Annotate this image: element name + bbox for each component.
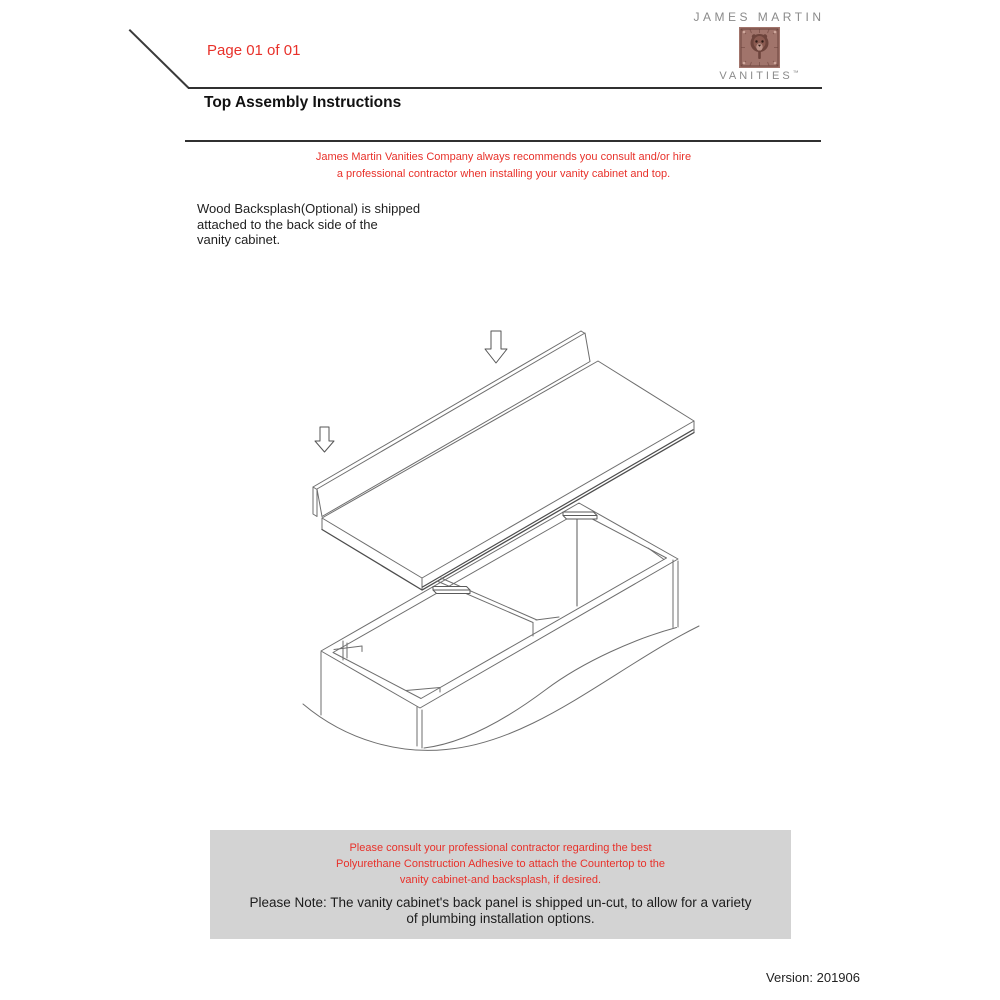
contractor-advisory bbox=[185, 149, 822, 182]
advisory-line-1: James Martin Vanities Company always recommends you consult and/or hire bbox=[315, 151, 692, 163]
please-note-line-1: Please Note: The vanity cabinet's back panel is shipped un-cut, to allow for a variety bbox=[249, 895, 752, 910]
lion-crest-icon bbox=[739, 27, 780, 68]
page-number-label: Page 01 of 01 bbox=[207, 42, 301, 59]
adhesive-note-line-1: Please consult your professional contractor regarding the best bbox=[349, 842, 652, 854]
advisory-line-2: a professional contractor when installing your vanity cabinet and top. bbox=[336, 167, 671, 180]
trademark-symbol: ™ bbox=[792, 70, 799, 77]
brand-block bbox=[686, 10, 832, 82]
backsplash-note-line-3: vanity cabinet. bbox=[197, 232, 281, 247]
backsplash-note bbox=[197, 201, 420, 248]
down-arrow-icon bbox=[315, 427, 334, 452]
header-rule bbox=[188, 87, 822, 89]
adhesive-note-line-2: Polyurethane Construction Adhesive to attach the Countertop to the bbox=[336, 858, 665, 870]
down-arrow-icon bbox=[485, 331, 507, 363]
title-rule bbox=[185, 140, 821, 142]
version-label: Version: 201906 bbox=[766, 970, 860, 985]
adhesive-note-box bbox=[210, 830, 791, 939]
please-note-line-2: of plumbing installation options. bbox=[406, 911, 595, 926]
corner-diagonal-line bbox=[129, 29, 190, 89]
brand-subname bbox=[686, 70, 832, 82]
assembly-diagram bbox=[290, 320, 710, 770]
backsplash-note-line-2: attached to the back side of the bbox=[197, 216, 378, 232]
brand-name: JAMES MARTIN bbox=[693, 10, 825, 24]
document-title: Top Assembly Instructions bbox=[204, 94, 402, 111]
brand-subname-text: VANITIES bbox=[719, 70, 793, 82]
backsplash-note-line-1: Wood Backsplash(Optional) is shipped bbox=[197, 201, 421, 216]
adhesive-note-line-3: vanity cabinet-and backsplash, if desired. bbox=[399, 874, 602, 886]
